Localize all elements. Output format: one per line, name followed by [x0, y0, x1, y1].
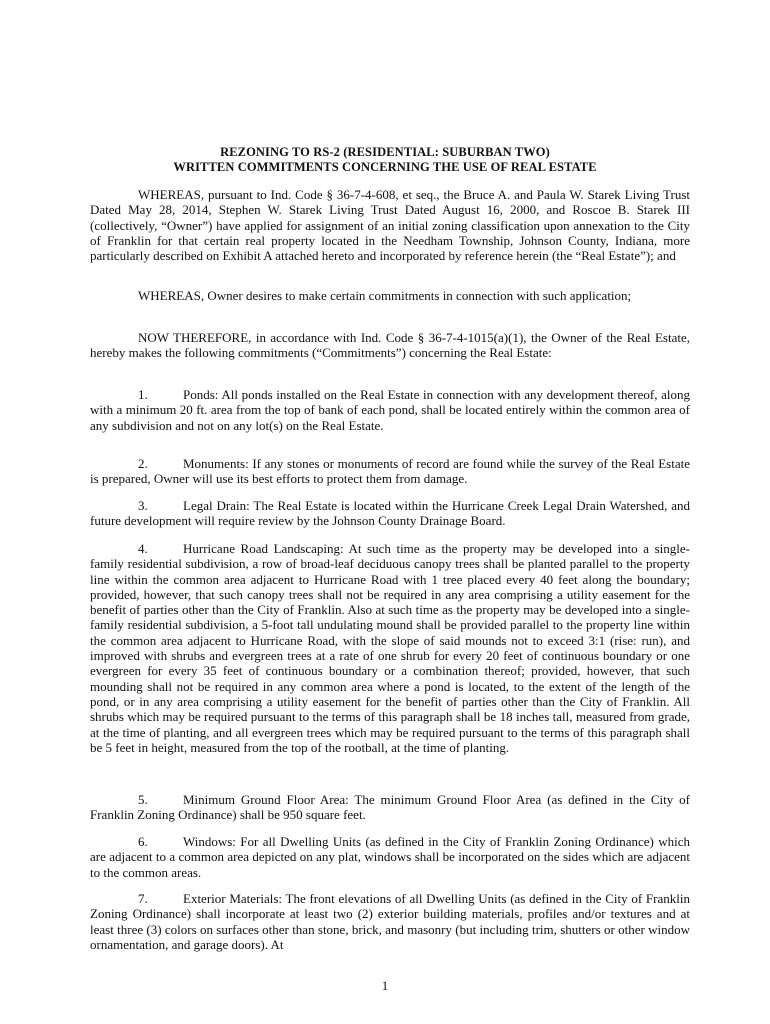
commitment-text: Legal Drain: The Real Estate is located within the Hurricane Creek Legal Drain Watershed, and future development will require review by the Johnson County Drainage Board. — [90, 498, 690, 529]
document-title-line-2: WRITTEN COMMITMENTS CONCERNING THE USE OF REAL ESTATE — [173, 160, 597, 174]
commitment-number: 4. — [138, 541, 148, 556]
now-therefore-paragraph: NOW THEREFORE, in accordance with Ind. Code § 36-7-4-1015(a)(1), the Owner of the Real Estate, hereby makes the following commitments (“Commitments”) concerning the Real Estate: — [90, 330, 690, 361]
document-title-line-1: REZONING TO RS-2 (RESIDENTIAL: SUBURBAN TWO) — [220, 145, 550, 159]
commitment-item-6 — [90, 834, 690, 880]
commitment-number: 1. — [138, 387, 148, 402]
commitment-number: 6. — [138, 834, 148, 849]
commitment-item-5 — [90, 792, 690, 823]
whereas-paragraph-2: WHEREAS, Owner desires to make certain commitments in connection with such application; — [138, 288, 632, 303]
commitment-item-7 — [90, 891, 690, 952]
page-number: 1 — [381, 978, 389, 993]
commitment-text: Windows: For all Dwelling Units (as defined in the City of Franklin Zoning Ordinance) which are adjacent to a common area depicted on any plat, windows shall be incorporated on the sides which are adjacent to the common areas. — [90, 834, 690, 880]
commitment-item-3 — [90, 498, 690, 529]
commitment-item-4 — [90, 541, 690, 755]
commitment-text: Monuments: If any stones or monuments of record are found while the survey of the Real Estate is prepared, Owner will use its best efforts to protect them from damage. — [90, 456, 690, 487]
commitment-item-1 — [90, 387, 690, 433]
commitment-item-2 — [90, 456, 690, 487]
commitment-text: Exterior Materials: The front elevations of all Dwelling Units (as defined in the City of Franklin Zoning Ordinance) shall incorporate at least two (2) exterior building materials, profiles and/or textures and at least three (3) colors on surfaces other than stone, brick, and masonry (but including trim, shutters or other window ornamentation, and garage doors). At — [90, 891, 690, 952]
whereas-paragraph-1: WHEREAS, pursuant to Ind. Code § 36-7-4-608, et seq., the Bruce A. and Paula W. Starek Living Trust Dated May 28, 2014, Stephen W. Starek Living Trust Dated August 16, 2000, and Roscoe B. Starek III (collectively, “Owner”) have applied for assignment of an initial zoning classification upon annexation to the City of Franklin for that certain real property located in the Needham Township, Johnson County, Indiana, more particularly described on Exhibit A attached hereto and incorporated by reference herein (the “Real Estate”); and — [90, 187, 690, 264]
commitment-number: 3. — [138, 498, 148, 513]
commitment-number: 5. — [138, 792, 148, 807]
commitment-number: 2. — [138, 456, 148, 471]
commitment-text: Ponds: All ponds installed on the Real Estate in connection with any development thereof, along with a minimum 20 ft. area from the top of bank of each pond, shall be located entirely within the common area of any subdivision and not on any lot(s) on the Real Estate. — [90, 387, 690, 433]
commitment-text: Hurricane Road Landscaping: At such time as the property may be developed into a single-family residential subdivision, a row of broad-leaf deciduous canopy trees shall be planted parallel to the property line within the common area adjacent to Hurricane Road with 1 tree placed every 40 feet along the boundary; provided, however, that such canopy trees shall not be required in any area comprising a utility easement for the benefit of parties other than the City of Franklin. Also at such time as the property may be developed into a single-family residential subdivision, a 5-foot tall undulating mound shall be provided parallel to the property line within the common area adjacent to Hurricane Road, with the slope of said mounds not to exceed 3:1 (rise: run), and improved with shrubs and evergreen trees at a rate of one shrub for every 20 feet of continuous boundary or one evergreen for every 35 feet of continuous boundary or a combination thereof; provided, however, that such mounding shall not be required in any common area where a pond is located, to the extent of the length of the pond, or in any area comprising a utility easement for the benefit of parties other than the City of Franklin. All shrubs which may be required pursuant to the terms of this paragraph shall be 18 inches tall, measured from grade, at the time of planting, and all evergreen trees which may be required pursuant to the terms of this paragraph shall be 5 feet in height, measured from the top of the rootball, at the time of planting. — [90, 541, 690, 755]
commitment-text: Minimum Ground Floor Area: The minimum Ground Floor Area (as defined in the City of Franklin Zoning Ordinance) shall be 950 square feet. — [90, 792, 690, 823]
commitment-number: 7. — [138, 891, 148, 906]
